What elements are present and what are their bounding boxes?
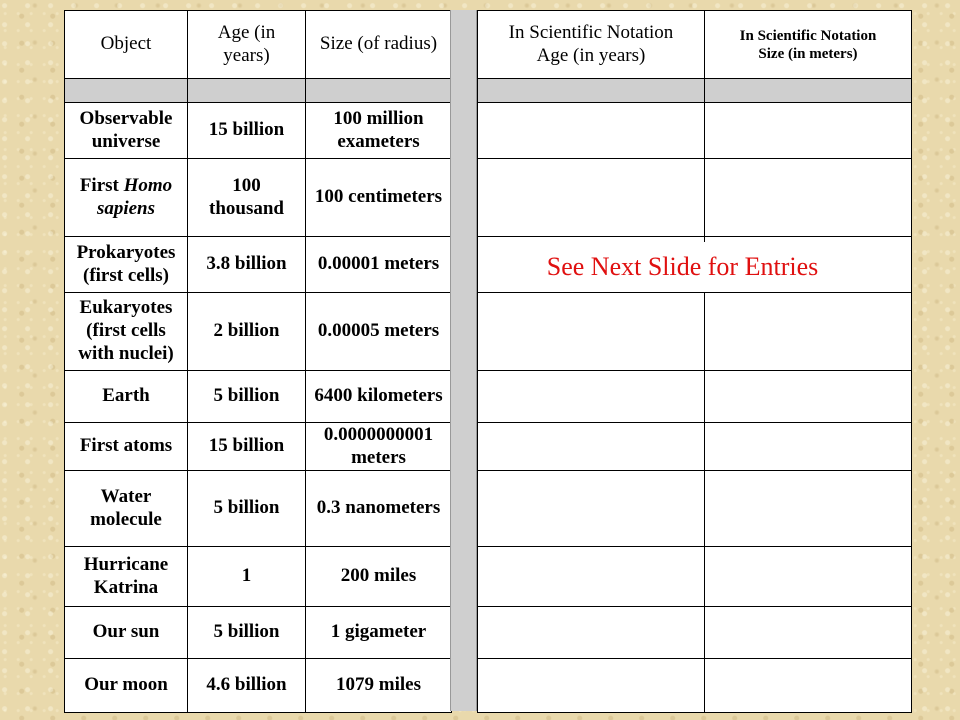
cell-text-line: Our moon: [84, 674, 168, 696]
cell-text-line: 5 billion: [213, 621, 280, 643]
table-row: [65, 423, 452, 471]
cell-size: [306, 293, 452, 371]
column-header: [188, 11, 306, 79]
empty-entry-row: [478, 293, 912, 371]
cell-text-line: Katrina: [93, 576, 159, 598]
cell-text-line: Earth: [102, 385, 150, 407]
empty-entry-row: [478, 159, 912, 237]
column-header: [65, 11, 188, 79]
cell-object: [65, 607, 188, 659]
cell-size: [306, 607, 452, 659]
cell-text-line: 100: [232, 174, 261, 196]
cell-text-line: sapiens: [96, 197, 156, 219]
cell-text-line: In Scientific Notation: [508, 21, 674, 43]
cell-text-line: Size (in meters): [758, 45, 858, 62]
cell-age: [188, 547, 306, 607]
cell-object: [65, 371, 188, 423]
cell-text-line: 6400 kilometers: [314, 385, 443, 407]
cell-age: [188, 371, 306, 423]
cell-text-line: 1079 miles: [336, 674, 421, 696]
empty-entry-cell: [478, 103, 705, 159]
cell-text-line: 1: [241, 565, 252, 587]
cell-text-line: Eukaryotes: [79, 297, 173, 319]
empty-entry-row: [478, 103, 912, 159]
cell-age: [188, 237, 306, 293]
cell-size: [306, 547, 452, 607]
empty-entry-row: [478, 547, 912, 607]
cell-text-line: years): [223, 44, 270, 66]
cell-size: [306, 659, 452, 713]
cell-age: [188, 471, 306, 547]
empty-entry-cell: [705, 659, 912, 713]
cell-text-line: (first cells: [86, 320, 166, 342]
shaded-cell: [478, 79, 705, 103]
empty-entry-cell: [478, 423, 705, 471]
empty-entry-row: [478, 423, 912, 471]
table-row: [65, 607, 452, 659]
cell-size: [306, 371, 452, 423]
cell-text-line: 15 billion: [208, 435, 285, 457]
table-row: [65, 293, 452, 371]
cell-text-line: 5 billion: [213, 497, 280, 519]
empty-entry-cell: [478, 607, 705, 659]
cell-object: [65, 471, 188, 547]
table-row: [65, 471, 452, 547]
empty-entry-cell: [478, 371, 705, 423]
cell-object: [65, 293, 188, 371]
cell-size: [306, 237, 452, 293]
cell-text-line: 0.3 nanometers: [316, 497, 441, 519]
column-header-age-scientific: [478, 11, 705, 79]
cell-text-line: (first cells): [83, 264, 169, 286]
shaded-cell: [705, 79, 912, 103]
empty-entry-row: [478, 471, 912, 547]
cell-age: [188, 293, 306, 371]
cell-text-line: Prokaryotes: [76, 241, 176, 263]
empty-entry-cell: [705, 547, 912, 607]
column-header: [306, 11, 452, 79]
empty-entry-cell: [478, 659, 705, 713]
empty-entry-cell: [705, 607, 912, 659]
empty-entry-cell: [478, 471, 705, 547]
shaded-cell: [65, 79, 188, 103]
cell-size: [306, 103, 452, 159]
cell-text-line: molecule: [90, 508, 162, 530]
table-row: [65, 237, 452, 293]
cell-text-line: Observable: [79, 107, 173, 129]
table-divider-bar: [450, 10, 477, 711]
cell-size: [306, 423, 452, 471]
cell-text-line: Water: [100, 485, 152, 507]
empty-entry-cell: [705, 293, 912, 371]
empty-entry-row: [478, 371, 912, 423]
cell-text-line: 100 million: [333, 107, 424, 129]
empty-entry-cell: [478, 547, 705, 607]
cell-object: [65, 547, 188, 607]
cell-size: [306, 159, 452, 237]
cell-age: [188, 659, 306, 713]
cell-text-line: thousand: [209, 197, 284, 219]
header-row: [478, 11, 912, 79]
cell-text-line: universe: [91, 130, 161, 152]
table-row: [65, 659, 452, 713]
see-next-slide-note: See Next Slide for Entries: [505, 242, 860, 292]
cell-object: [65, 159, 188, 237]
cell-text-line: Hurricane: [83, 553, 169, 575]
data-table-right: [477, 10, 912, 713]
cell-age: [188, 103, 306, 159]
shaded-separator-row: [478, 79, 912, 103]
cell-text-line: 1 gigameter: [330, 621, 427, 643]
data-table-left: [64, 10, 452, 713]
cell-text-line: 15 billion: [208, 119, 285, 141]
cell-text-line: 0.00005 meters: [317, 320, 440, 342]
cell-text-line: Age (in: [217, 21, 276, 43]
cell-text-line: 3.8 billion: [206, 253, 287, 275]
cell-object: [65, 103, 188, 159]
table-row: [65, 371, 452, 423]
cell-text-line: In Scientific Notation: [739, 27, 877, 44]
empty-entry-cell: [705, 423, 912, 471]
cell-text-line: 100 centimeters: [314, 186, 443, 208]
shaded-cell: [306, 79, 452, 103]
header-row: [65, 11, 452, 79]
table-row: [65, 103, 452, 159]
empty-entry-cell: [705, 371, 912, 423]
cell-text-line: 0.0000000001: [323, 423, 434, 445]
empty-entry-cell: [705, 159, 912, 237]
cell-text-line: First atoms: [79, 435, 173, 457]
table-row: [65, 547, 452, 607]
empty-entry-row: [478, 607, 912, 659]
cell-age: [188, 607, 306, 659]
cell-text-line: Size (of radius): [319, 33, 438, 55]
column-header-size-scientific: [705, 11, 912, 79]
empty-entry-cell: [478, 159, 705, 237]
cell-text-line: 2 billion: [213, 320, 280, 342]
cell-text-line: First Homo: [79, 174, 173, 196]
empty-entry-cell: [705, 471, 912, 547]
cell-age: [188, 159, 306, 237]
cell-object: [65, 423, 188, 471]
cell-text-line: 5 billion: [213, 385, 280, 407]
cell-text-line: with nuclei): [78, 342, 174, 364]
cell-text-line: 4.6 billion: [206, 674, 287, 696]
empty-entry-row: [478, 659, 912, 713]
cell-text-line: exameters: [337, 130, 420, 152]
cell-text-line: Our sun: [92, 621, 160, 643]
shaded-cell: [188, 79, 306, 103]
cell-text-line: 0.00001 meters: [317, 253, 440, 275]
cell-text-line: Age (in years): [536, 44, 646, 66]
shaded-separator-row: [65, 79, 452, 103]
cell-text-line: Object: [100, 33, 152, 55]
empty-entry-cell: [478, 293, 705, 371]
cell-age: [188, 423, 306, 471]
empty-entry-cell: [705, 103, 912, 159]
cell-size: [306, 471, 452, 547]
cell-text-line: meters: [351, 446, 406, 468]
table-row: [65, 159, 452, 237]
cell-object: [65, 237, 188, 293]
cell-text-line: 200 miles: [340, 565, 417, 587]
cell-object: [65, 659, 188, 713]
